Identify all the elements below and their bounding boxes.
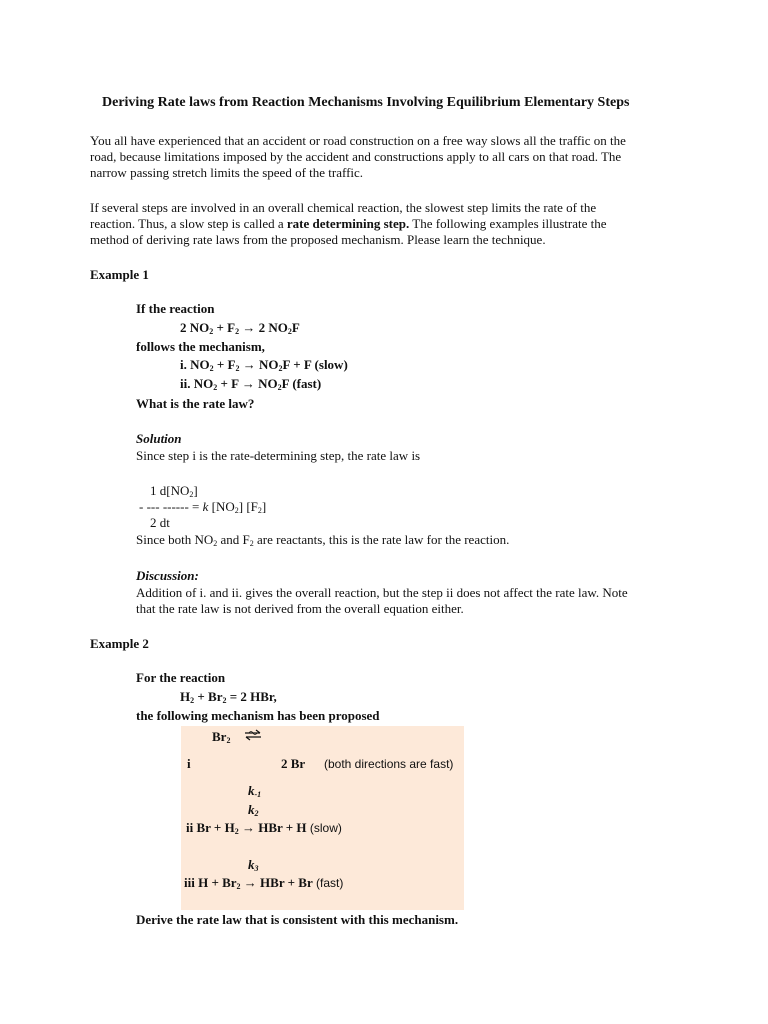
rate-constant-k3: $k_3$ [248, 857, 259, 873]
discussion-line: Addition of i. and ii. gives the overall reaction, but the step ii does not affect the rate law. Note [136, 585, 628, 600]
mechanism-proposed-label: the following mechanism has been proposed [136, 708, 380, 723]
rate-constant-k-minus-1: $k_{-1}$ [248, 783, 262, 799]
intro-line: road, because limitations imposed by the accident and constructions apply to all cars on that road. The [90, 149, 622, 164]
rate-constant-k2: $k_2$ [248, 802, 259, 818]
discussion-line: that the rate law is not derived from the overall equation either. [136, 601, 464, 616]
arrow-icon: → [242, 320, 256, 335]
rate-law-numerator: 1 $d[NO_2]$ [150, 483, 198, 499]
arrow-icon: → [241, 820, 255, 835]
mechanism-step-iii: iii $H + Br_2$ → HBr + Br (fast) [184, 875, 344, 891]
intro-line: narrow passing stretch limits the speed of the traffic. [90, 165, 364, 180]
solution-text: Since step i is the rate-determining step, the rate law is [136, 448, 421, 463]
rate-constant: k [202, 499, 209, 514]
intro-line: You all have experienced that an accident or road construction on a free way slows all the traffic on the [90, 133, 626, 148]
derive-rate-law-instruction: Derive the rate law that is consistent with this mechanism. [136, 912, 459, 927]
intro-line: method of deriving rate laws from the proposed mechanism. Please learn the technique. [90, 232, 546, 247]
rate-law-denominator: 2 dt [150, 515, 170, 530]
reactants-note: Since both $NO_2$ and $F_2$ are reactants, this is the rate law for the reaction. [136, 532, 510, 548]
intro-line: If several steps are involved in an overall chemical reaction, the slowest step limits the rate of the [90, 200, 597, 215]
mechanism-step-i-product: 2 Br [281, 756, 306, 771]
rate-law-question: What is the rate law? [136, 396, 255, 411]
mechanism-step-i-note: (both directions are fast) [324, 757, 454, 771]
follows-mechanism-label: follows the mechanism, [136, 339, 265, 354]
mechanism-br2: $Br_2$ [212, 729, 231, 745]
arrow-icon: → [241, 376, 255, 391]
discussion-label: Discussion: [136, 568, 199, 583]
overall-reaction: 2 $NO_2 + F_2 \to 2$ $NO_2F$ [180, 320, 300, 336]
overall-reaction-2: $H_2 + Br_2 = 2$ HBr, [180, 689, 277, 705]
mechanism-step-i-label: i [187, 756, 191, 771]
solution-label: Solution [136, 431, 182, 446]
if-reaction-label: If the reaction [136, 301, 215, 316]
rate-law-equation: - --- ------ = k $[NO_2]$ $[F_2]$ [139, 499, 267, 515]
mechanism-step-ii: ii. $NO_2 + F \to NO_2F$ (fast) [180, 376, 322, 392]
example-1-heading: Example 1 [90, 267, 149, 282]
example-2-heading: Example 2 [90, 636, 149, 651]
mechanism-step-ii-2: ii $Br + H_2$ → HBr + H (slow) [186, 820, 342, 836]
equilibrium-arrows-icon [244, 729, 262, 741]
for-reaction-label: For the reaction [136, 670, 226, 685]
arrow-icon: → [242, 357, 256, 372]
arrow-icon: → [243, 875, 257, 890]
mechanism-step-i: i. $NO_2 + F_2 \to NO_2F + F$ (slow) [180, 357, 348, 373]
rate-determining-step-term: rate determining step. [286, 216, 410, 231]
intro-line: reaction. Thus, a slow step is called a rate determining step. The following examples illustrate the [90, 216, 607, 231]
document-title: Deriving Rate laws from Reaction Mechanisms Involving Equilibrium Elementary Steps [102, 95, 630, 110]
